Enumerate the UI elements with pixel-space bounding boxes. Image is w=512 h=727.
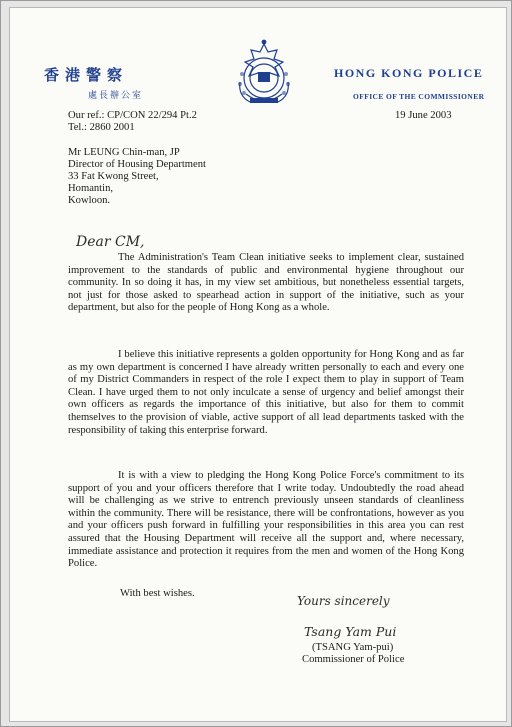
handwritten-salutation: Dear CM,	[76, 234, 145, 250]
letterhead-org-name: HONG KONG POLICE	[334, 66, 484, 80]
closing-line: With best wishes.	[120, 588, 195, 599]
letter-page	[9, 7, 507, 722]
recipient-address-line: Kowloon.	[68, 195, 111, 206]
telephone: Tel.: 2860 2001	[68, 122, 135, 133]
letterhead-chinese-name: 香港警察	[44, 66, 129, 84]
our-reference: Our ref.: CP/CON 22/294 Pt.2	[68, 110, 197, 121]
recipient-address-line: 33 Fat Kwong Street,	[68, 171, 159, 182]
letterhead-chinese-office: 處長辦公室	[88, 91, 144, 101]
recipient-title: Director of Housing Department	[68, 159, 206, 170]
recipient-address-line: Homantin,	[68, 183, 114, 194]
letter-date: 19 June 2003	[395, 110, 452, 121]
handwritten-closing: Yours sincerely	[297, 594, 390, 608]
police-crest-icon	[232, 38, 296, 114]
recipient-name: Mr LEUNG Chin-man, JP	[68, 147, 180, 158]
signatory-name: (TSANG Yam-pui)	[312, 642, 394, 653]
signatory-position: Commissioner of Police	[302, 654, 405, 665]
body-paragraph: It is with a view to pledging the Hong Kong Police Force's commitment to its support of you and your officers therefore that I write today. Undoubtedly the road ahead will be challenging as we strive to entrench previously unseen standards of cleanliness within the community. There will be resistance, there will be confrontations, however as you and your officers push forward in fulfilling your responsibilities in this area you can rest assured that the Housing Department will receive all the support and, where necessary, immediate assistance and protection it requires from the men and women of the Hong Kong Police.	[68, 470, 464, 570]
body-paragraph: I believe this initiative represents a golden opportunity for Hong Kong and as far as my own department is concerned I have already written personally to each and every one of my District Commanders in respect of the role I expect them to play in support of Team Clean. I have urged them to not only inculcate a sense of urgency and belief amongst their own officers as regards the importance of this initiative, but also for them to commit themselves to the provision of viable, active support of all lead departments tasked with the responsibility of taking this enterprise forward.	[68, 349, 464, 436]
handwritten-signature: Tsang Yam Pui	[304, 624, 397, 639]
letterhead-office-name: OFFICE OF THE COMMISSIONER	[353, 92, 485, 101]
body-paragraph: The Administration's Team Clean initiative seeks to implement clear, sustained improvement to the standards of public and environmental hygiene throughout our community. In so doing it has, in my view set ambitious, but nonetheless essential targets, not just for those asked to spearhead action in support of the initiative, such as your department, but also for the people of Hong Kong as a whole.	[68, 252, 464, 314]
